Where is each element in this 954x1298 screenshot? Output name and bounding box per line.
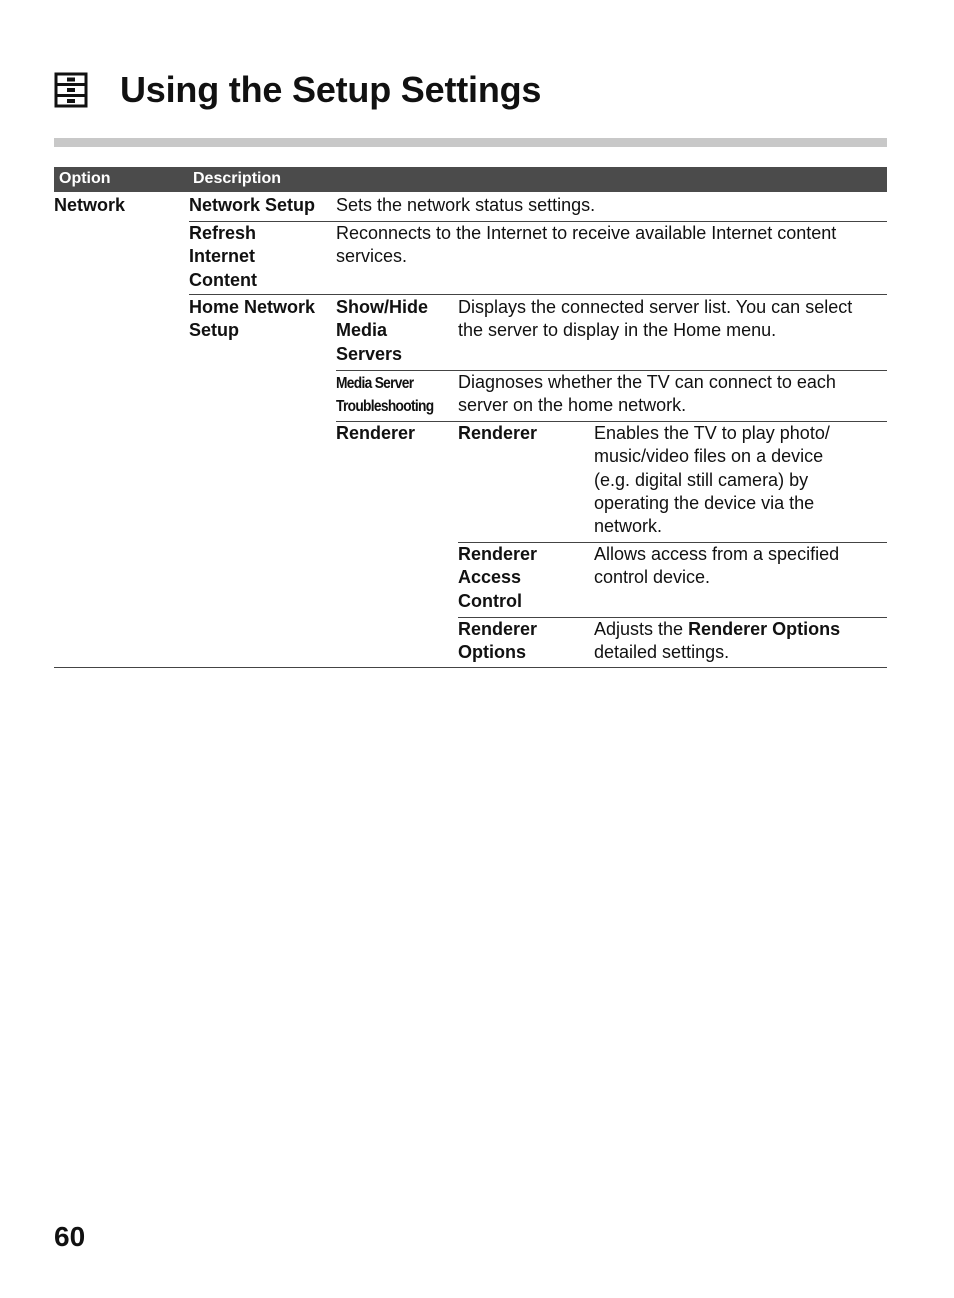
header-description: Description (193, 170, 282, 187)
media-server-troubleshooting-label: Media Server Troubleshooting (336, 375, 434, 416)
table-bottom-rule (54, 667, 887, 668)
media-server-troubleshooting-desc: Diagnoses whether the TV can connect to each server on the home network. (458, 372, 836, 416)
page-title: Using the Setup Settings (120, 69, 542, 110)
table-header (54, 167, 887, 192)
renderer-item-label: Renderer (458, 423, 538, 443)
refresh-internet-content-label: Refresh Internet Content (189, 223, 257, 290)
header-option: Option (59, 170, 111, 187)
option-network: Network (54, 195, 126, 215)
refresh-internet-content-desc: Reconnects to the Internet to receive available Internet content services. (336, 223, 837, 267)
title-rule (54, 138, 887, 147)
renderer-access-control-label: Renderer Access Control (458, 544, 538, 611)
show-hide-media-servers-label: Show/Hide Media Servers (336, 297, 429, 364)
renderer-group-label: Renderer (336, 423, 416, 443)
network-setup-desc: Sets the network status settings. (336, 195, 596, 215)
show-hide-media-servers-desc: Displays the connected server list. You can select the server to display in the Home menu. (458, 297, 853, 341)
renderer-access-control-desc: Allows access from a specified control device. (594, 544, 840, 588)
network-setup-label: Network Setup (189, 195, 316, 215)
row-divider (189, 294, 887, 295)
home-network-setup-label: Home Network Setup (189, 297, 316, 341)
renderer-options-desc: Adjusts the Renderer Options detailed settings. (594, 619, 841, 663)
title-row (54, 66, 541, 114)
renderer-item-desc: Enables the TV to play photo/ music/video files on a device (e.g. digital still camera) by operating the device via the network. (594, 423, 830, 537)
page-number: 60 (54, 1221, 86, 1252)
setup-icon (54, 72, 88, 108)
renderer-options-label: Renderer Options (458, 619, 538, 663)
